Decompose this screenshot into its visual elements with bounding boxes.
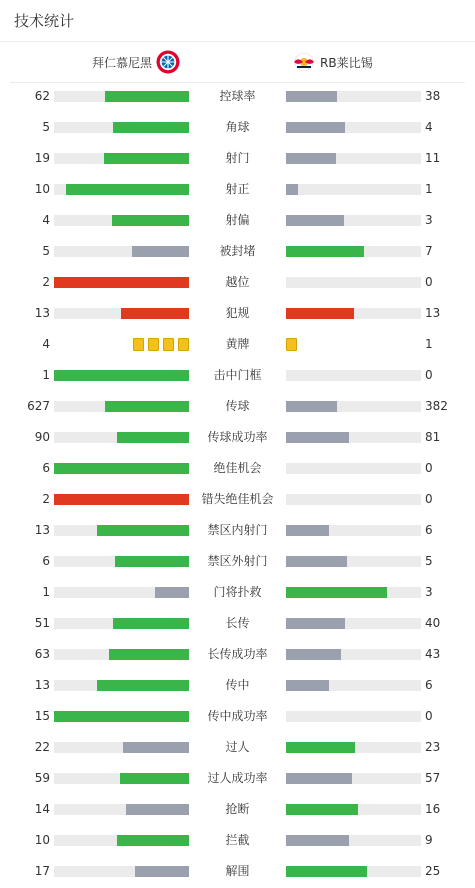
stat-label: 长传成功率 xyxy=(207,647,268,661)
stat-row xyxy=(0,112,475,143)
away-bar-fill xyxy=(286,153,336,164)
away-value: 3 xyxy=(425,213,433,227)
away-bar-track xyxy=(286,308,421,319)
home-bar-track xyxy=(54,463,189,474)
stat-label: 禁区外射门 xyxy=(207,554,268,568)
stat-label: 射正 xyxy=(225,182,250,196)
home-bar-track xyxy=(54,432,189,443)
home-value: 4 xyxy=(42,213,50,227)
home-bar-fill xyxy=(132,246,189,257)
away-value: 6 xyxy=(425,523,433,537)
yellow-card-icon xyxy=(133,338,144,351)
rb-leipzig-logo-icon xyxy=(292,50,316,74)
home-value: 2 xyxy=(42,275,50,289)
away-bar-track xyxy=(286,370,421,381)
home-value: 6 xyxy=(42,554,50,568)
away-bar-fill xyxy=(286,246,364,257)
away-bar-track xyxy=(286,277,421,288)
stat-row xyxy=(0,236,475,267)
stat-label: 犯规 xyxy=(225,306,250,320)
away-bar-track xyxy=(286,401,421,412)
stat-label: 禁区内射门 xyxy=(207,523,268,537)
stat-row xyxy=(0,453,475,484)
home-value: 4 xyxy=(42,337,50,351)
stat-label: 被封堵 xyxy=(219,244,256,258)
away-bar-track xyxy=(286,804,421,815)
home-value: 5 xyxy=(42,120,50,134)
away-bar-track xyxy=(286,835,421,846)
header xyxy=(0,0,475,42)
home-bar-fill xyxy=(126,804,189,815)
away-team-name: RB莱比锡 xyxy=(320,55,373,70)
away-value: 5 xyxy=(425,554,433,568)
home-bar-track xyxy=(54,122,189,133)
away-yellow-cards xyxy=(286,338,297,351)
away-bar-track xyxy=(286,525,421,536)
stat-row xyxy=(0,81,475,112)
away-bar-track xyxy=(286,773,421,784)
away-value: 1 xyxy=(425,182,433,196)
home-value: 63 xyxy=(34,647,50,661)
home-value: 10 xyxy=(34,833,50,847)
stat-row xyxy=(0,577,475,608)
away-bar-fill xyxy=(286,525,329,536)
home-value: 13 xyxy=(34,306,50,320)
home-bar-fill xyxy=(109,649,189,660)
away-value: 13 xyxy=(425,306,441,320)
home-value: 59 xyxy=(34,771,50,785)
away-value: 43 xyxy=(425,647,441,661)
away-bar-track xyxy=(286,463,421,474)
stat-row xyxy=(0,174,475,205)
home-bar-track xyxy=(54,742,189,753)
stat-label: 控球率 xyxy=(219,89,256,103)
away-bar-fill xyxy=(286,618,345,629)
home-bar-fill xyxy=(115,556,189,567)
home-bar-track xyxy=(54,401,189,412)
home-value: 62 xyxy=(34,89,50,103)
stat-label: 传球成功率 xyxy=(207,430,268,444)
stat-row xyxy=(0,701,475,732)
home-value: 17 xyxy=(34,864,50,878)
away-value: 9 xyxy=(425,833,433,847)
away-bar-track xyxy=(286,649,421,660)
bayern-munich-logo-icon xyxy=(156,50,180,74)
home-bar-fill xyxy=(117,432,189,443)
yellow-card-icon xyxy=(148,338,159,351)
stat-row xyxy=(0,639,475,670)
home-bar-track xyxy=(54,556,189,567)
home-bar-track xyxy=(54,804,189,815)
away-bar-track xyxy=(286,556,421,567)
away-bar-fill xyxy=(286,215,344,226)
away-value: 0 xyxy=(425,461,433,475)
home-team-name: 拜仁慕尼黑 xyxy=(91,55,152,70)
stat-label: 拦截 xyxy=(225,833,250,847)
home-bar-track xyxy=(54,308,189,319)
home-bar-fill xyxy=(112,215,189,226)
home-bar-fill xyxy=(123,742,189,753)
home-bar-fill xyxy=(120,773,189,784)
home-value: 13 xyxy=(34,678,50,692)
home-bar-track xyxy=(54,91,189,102)
home-value: 13 xyxy=(34,523,50,537)
away-bar-fill xyxy=(286,308,354,319)
away-value: 0 xyxy=(425,709,433,723)
home-bar-fill xyxy=(121,308,189,319)
home-bar-track xyxy=(54,184,189,195)
home-value: 14 xyxy=(34,802,50,816)
stat-row xyxy=(0,360,475,391)
home-yellow-cards xyxy=(133,338,189,351)
away-value: 0 xyxy=(425,275,433,289)
home-value: 1 xyxy=(42,368,50,382)
home-value: 1 xyxy=(42,585,50,599)
stat-row xyxy=(0,763,475,794)
stat-label: 长传 xyxy=(225,616,250,630)
home-bar-fill xyxy=(135,866,189,877)
away-bar-track xyxy=(286,153,421,164)
away-value: 0 xyxy=(425,368,433,382)
away-value: 1 xyxy=(425,337,433,351)
away-bar-track xyxy=(286,215,421,226)
away-bar-fill xyxy=(286,680,329,691)
home-bar-track xyxy=(54,649,189,660)
home-bar-track xyxy=(54,680,189,691)
home-bar-track xyxy=(54,773,189,784)
stat-row xyxy=(0,391,475,422)
stat-row xyxy=(0,732,475,763)
stat-row xyxy=(0,484,475,515)
stat-row xyxy=(0,422,475,453)
yellow-card-icon xyxy=(163,338,174,351)
stat-label: 错失绝佳机会 xyxy=(201,492,274,506)
home-value: 10 xyxy=(34,182,50,196)
stat-label: 传中成功率 xyxy=(207,709,268,723)
home-value: 627 xyxy=(27,399,50,413)
away-team[interactable] xyxy=(292,42,373,82)
stat-row xyxy=(0,267,475,298)
home-value: 22 xyxy=(34,740,50,754)
home-team[interactable] xyxy=(92,42,180,82)
away-value: 11 xyxy=(425,151,441,165)
stat-row xyxy=(0,825,475,856)
home-bar-fill xyxy=(54,370,189,381)
home-value: 15 xyxy=(34,709,50,723)
stat-label: 绝佳机会 xyxy=(213,461,262,475)
away-bar-fill xyxy=(286,835,349,846)
home-bar-track xyxy=(54,246,189,257)
stat-row xyxy=(0,143,475,174)
away-value: 23 xyxy=(425,740,441,754)
yellow-card-icon xyxy=(286,338,297,351)
away-bar-fill xyxy=(286,184,298,195)
away-bar-track xyxy=(286,866,421,877)
stat-label: 解围 xyxy=(225,864,250,878)
away-bar-track xyxy=(286,432,421,443)
home-value: 19 xyxy=(34,151,50,165)
home-bar-track xyxy=(54,215,189,226)
home-value: 2 xyxy=(42,492,50,506)
away-value: 38 xyxy=(425,89,441,103)
stat-row xyxy=(0,608,475,639)
stat-label: 击中门框 xyxy=(213,368,262,382)
stat-label: 抢断 xyxy=(225,802,250,816)
stat-label: 过人成功率 xyxy=(207,771,268,785)
away-bar-fill xyxy=(286,122,345,133)
away-value: 16 xyxy=(425,802,441,816)
home-bar-track xyxy=(54,525,189,536)
away-bar-fill xyxy=(286,587,387,598)
home-bar-fill xyxy=(105,401,189,412)
stat-row xyxy=(0,205,475,236)
home-bar-fill xyxy=(104,153,189,164)
page-title: 技术统计 xyxy=(14,12,75,30)
away-value: 382 xyxy=(425,399,448,413)
away-bar-fill xyxy=(286,742,355,753)
away-bar-fill xyxy=(286,649,341,660)
home-bar-track xyxy=(54,153,189,164)
away-value: 40 xyxy=(425,616,441,630)
home-bar-fill xyxy=(66,184,189,195)
home-bar-fill xyxy=(113,618,189,629)
away-value: 57 xyxy=(425,771,441,785)
stat-label: 黄牌 xyxy=(225,337,250,351)
stats-list xyxy=(0,81,475,887)
stat-row xyxy=(0,670,475,701)
away-value: 0 xyxy=(425,492,433,506)
teams-header xyxy=(10,42,465,83)
stat-label: 传中 xyxy=(225,678,250,692)
home-bar-fill xyxy=(54,463,189,474)
home-bar-track xyxy=(54,835,189,846)
away-bar-track xyxy=(286,122,421,133)
home-value: 5 xyxy=(42,244,50,258)
home-value: 6 xyxy=(42,461,50,475)
home-bar-track xyxy=(54,618,189,629)
home-bar-track xyxy=(54,866,189,877)
home-bar-track xyxy=(54,587,189,598)
stat-label: 射偏 xyxy=(225,213,250,227)
home-bar-fill xyxy=(54,711,189,722)
stat-row xyxy=(0,329,475,360)
home-bar-fill xyxy=(117,835,189,846)
stat-label: 传球 xyxy=(225,399,250,413)
away-bar-fill xyxy=(286,866,367,877)
away-bar-track xyxy=(286,711,421,722)
home-bar-fill xyxy=(155,587,189,598)
stat-label: 越位 xyxy=(225,275,250,289)
away-bar-track xyxy=(286,494,421,505)
home-bar-fill xyxy=(97,525,189,536)
stat-row xyxy=(0,298,475,329)
home-bar-fill xyxy=(105,91,189,102)
away-value: 81 xyxy=(425,430,441,444)
away-bar-fill xyxy=(286,432,349,443)
home-bar-fill xyxy=(54,494,189,505)
home-bar-track xyxy=(54,494,189,505)
home-value: 90 xyxy=(34,430,50,444)
away-bar-fill xyxy=(286,401,337,412)
away-bar-track xyxy=(286,680,421,691)
away-bar-fill xyxy=(286,773,352,784)
away-bar-fill xyxy=(286,91,337,102)
away-value: 4 xyxy=(425,120,433,134)
stat-label: 过人 xyxy=(225,740,250,754)
away-bar-track xyxy=(286,184,421,195)
stat-label: 角球 xyxy=(225,120,250,134)
away-bar-track xyxy=(286,91,421,102)
home-bar-track xyxy=(54,370,189,381)
away-value: 3 xyxy=(425,585,433,599)
home-value: 51 xyxy=(34,616,50,630)
stat-row xyxy=(0,515,475,546)
stat-label: 射门 xyxy=(225,151,250,165)
home-bar-fill xyxy=(97,680,189,691)
away-bar-track xyxy=(286,742,421,753)
yellow-card-icon xyxy=(178,338,189,351)
stat-row xyxy=(0,546,475,577)
away-value: 6 xyxy=(425,678,433,692)
away-bar-track xyxy=(286,246,421,257)
stat-label: 门将扑救 xyxy=(213,585,262,599)
away-bar-fill xyxy=(286,804,358,815)
home-bar-fill xyxy=(113,122,189,133)
away-value: 7 xyxy=(425,244,433,258)
away-value: 25 xyxy=(425,864,441,878)
home-bar-track xyxy=(54,711,189,722)
stat-row xyxy=(0,794,475,825)
away-bar-track xyxy=(286,587,421,598)
away-bar-track xyxy=(286,618,421,629)
away-bar-fill xyxy=(286,556,347,567)
home-bar-track xyxy=(54,277,189,288)
home-bar-fill xyxy=(54,277,189,288)
stat-row xyxy=(0,856,475,887)
